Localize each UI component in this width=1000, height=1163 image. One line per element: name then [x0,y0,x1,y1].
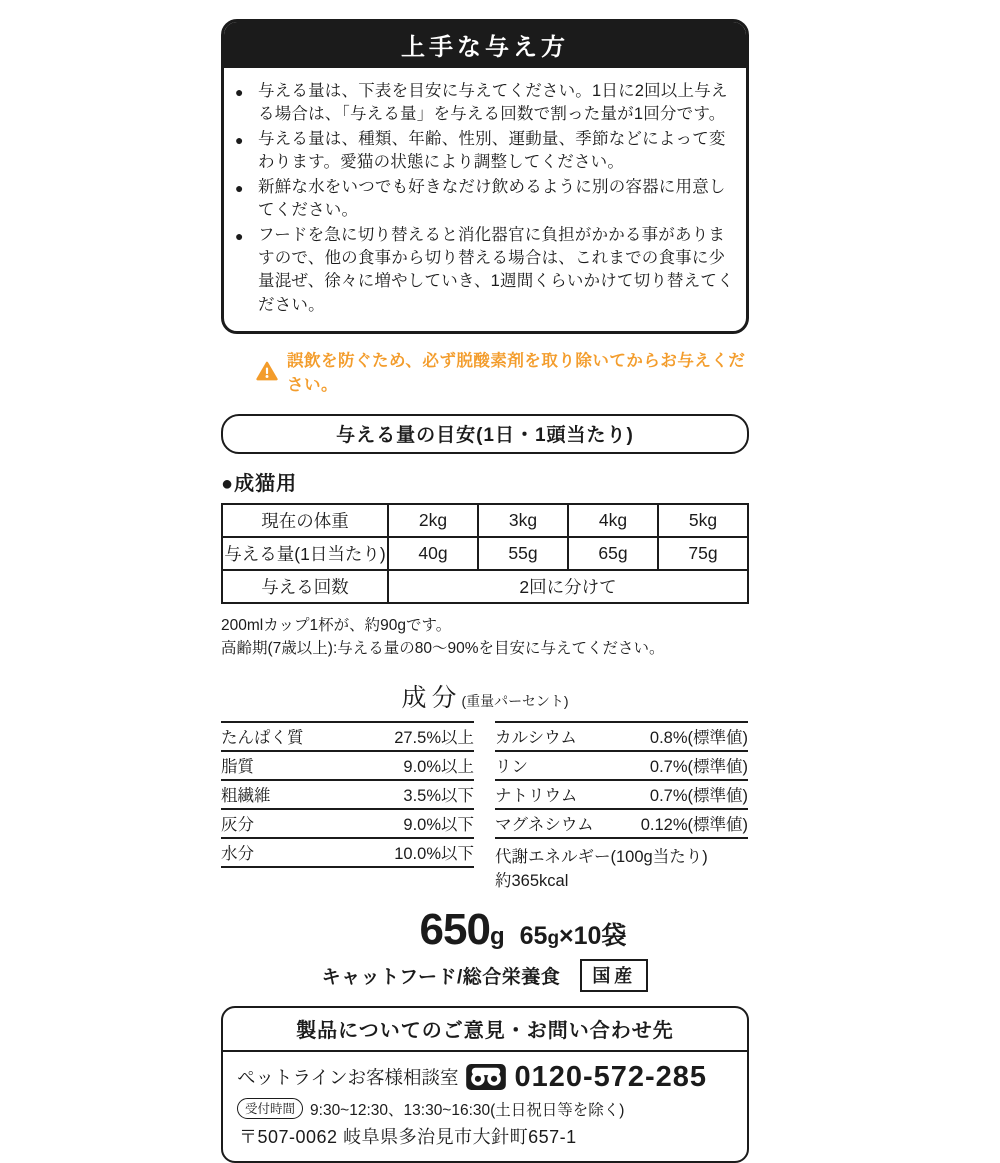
net-weight-line [259,905,787,955]
weight-cell: 4kg [568,504,658,537]
list-item [235,80,734,127]
bullet-icon: ● [235,227,244,244]
comp-label: ナトリウム [495,780,616,809]
row-label: 与える回数 [222,570,388,603]
energy-value: 約365kcal [495,871,569,890]
hours-row [223,1095,747,1120]
amount-cell: 40g [388,537,478,570]
office-label: ペットラインお客様相談室 [237,1067,459,1089]
list-item [235,128,734,175]
category-line [221,959,749,992]
comp-label: リン [495,751,616,780]
comp-value: 0.8%(標準値) [616,722,748,751]
hours-badge: 受付時間 [237,1098,303,1119]
comp-value: 9.0%以上 [350,751,474,780]
comp-row [495,809,748,838]
comp-row [221,780,474,809]
contact-box [221,1006,749,1163]
comp-value: 0.12%(標準値) [616,809,748,838]
note-line: 高齢期(7歳以上):与える量の80〜90%を目安に与えてください。 [221,640,665,658]
feeding-guide-box [221,19,749,334]
feeding-guide-title: 上手な与え方 [224,22,746,68]
comp-row [495,780,748,809]
weight-cell: 2kg [388,504,478,537]
comp-value: 3.5%以下 [350,780,474,809]
composition-table-right [495,721,748,894]
comp-label: 粗繊維 [221,780,350,809]
warning-icon [256,361,278,381]
adult-cat-label: ●成猫用 [221,473,298,496]
comp-row [221,722,474,751]
amount-title-pill: 与える量の目安(1日・1頭当たり) [221,414,749,454]
weight-cell: 5kg [658,504,748,537]
amount-cell: 55g [478,537,568,570]
comp-value: 27.5%以上 [350,722,474,751]
composition-table-left [221,721,474,894]
table-row [222,537,748,570]
comp-label: マグネシウム [495,809,616,838]
package-label-page [221,0,749,1163]
pack-spec: 65g×10袋 [519,921,627,950]
warning-row [256,347,749,395]
row-label: 現在の体重 [222,504,388,537]
row-label: 与える量(1日当たり) [222,537,388,570]
comp-value: 0.7%(標準値) [616,780,748,809]
comp-label: 水分 [221,838,350,867]
list-item [235,224,734,318]
comp-row [221,809,474,838]
hours-text: 9:30~12:30、13:30~16:30(土日祝日等を除く) [310,1101,625,1119]
note-line: 200mlカップ1杯が、約90gです。 [221,617,452,635]
composition-subtitle: (重量パーセント) [461,692,569,709]
comp-row [495,751,748,780]
origin-badge: 国産 [580,959,648,992]
table-row [222,570,748,603]
comp-row [221,838,474,867]
guide-text: フードを急に切り替えると消化器官に負担がかかる事がありますので、他の食事から切り替える場合は、これまでの食事に少量混ぜ、徐々に増やしていき、1週間くらいかけて切り替えてください。 [258,225,734,314]
comp-label: 灰分 [221,809,350,838]
comp-row [495,722,748,751]
feeding-amount-table [221,503,749,604]
energy-label: 代謝エネルギー(100g当たり) [495,847,708,866]
list-item [235,176,734,223]
bullet-icon: ● [235,131,244,148]
energy-info [495,846,748,894]
bullet-icon: ● [235,84,244,100]
comp-value: 10.0%以下 [350,838,474,867]
category-label: キャットフード/総合栄養食 [321,966,561,988]
composition-title: 成分 [401,683,462,712]
comp-label: カルシウム [495,722,616,751]
table-row [222,504,748,537]
comp-label: たんぱく質 [221,722,350,751]
comp-value: 9.0%以下 [350,809,474,838]
freedial-icon [466,1064,506,1090]
amount-cell: 65g [568,537,658,570]
weight-value: 650 [419,904,490,954]
comp-label: 脂質 [221,751,350,780]
guide-text: 与える量は、下表を目安に与えてください。1日に2回以上与える場合は、「与える量」を与える回数で割った量が1回分です。 [258,82,728,124]
guide-text: 与える量は、種類、年齢、性別、運動量、季節などによって変わります。愛猫の状態により調整してください。 [258,129,726,172]
weight-cell: 3kg [478,504,568,537]
bullet-icon: ● [235,179,244,196]
feeding-guide-list [224,68,746,331]
weight-unit: g [489,922,505,950]
phone-row [223,1052,747,1095]
phone-number: 0120-572-285 [514,1060,708,1093]
address-text: 〒507-0062 岐阜県多治見市大針町657-1 [239,1126,577,1147]
comp-value: 0.7%(標準値) [616,751,748,780]
composition-heading [221,678,749,714]
contact-title: 製品についてのご意見・お問い合わせ先 [223,1008,747,1052]
warning-text: 誤飲を防ぐため、必ず脱酸素剤を取り除いてからお与えください。 [287,352,746,395]
comp-row [221,751,474,780]
feeding-notes [221,614,749,661]
frequency-cell: 2回に分けて [388,570,748,603]
composition-columns [221,721,749,894]
guide-text: 新鮮な水をいつでも好きなだけ飲めるように別の容器に用意してください。 [258,177,726,220]
amount-cell: 75g [658,537,748,570]
